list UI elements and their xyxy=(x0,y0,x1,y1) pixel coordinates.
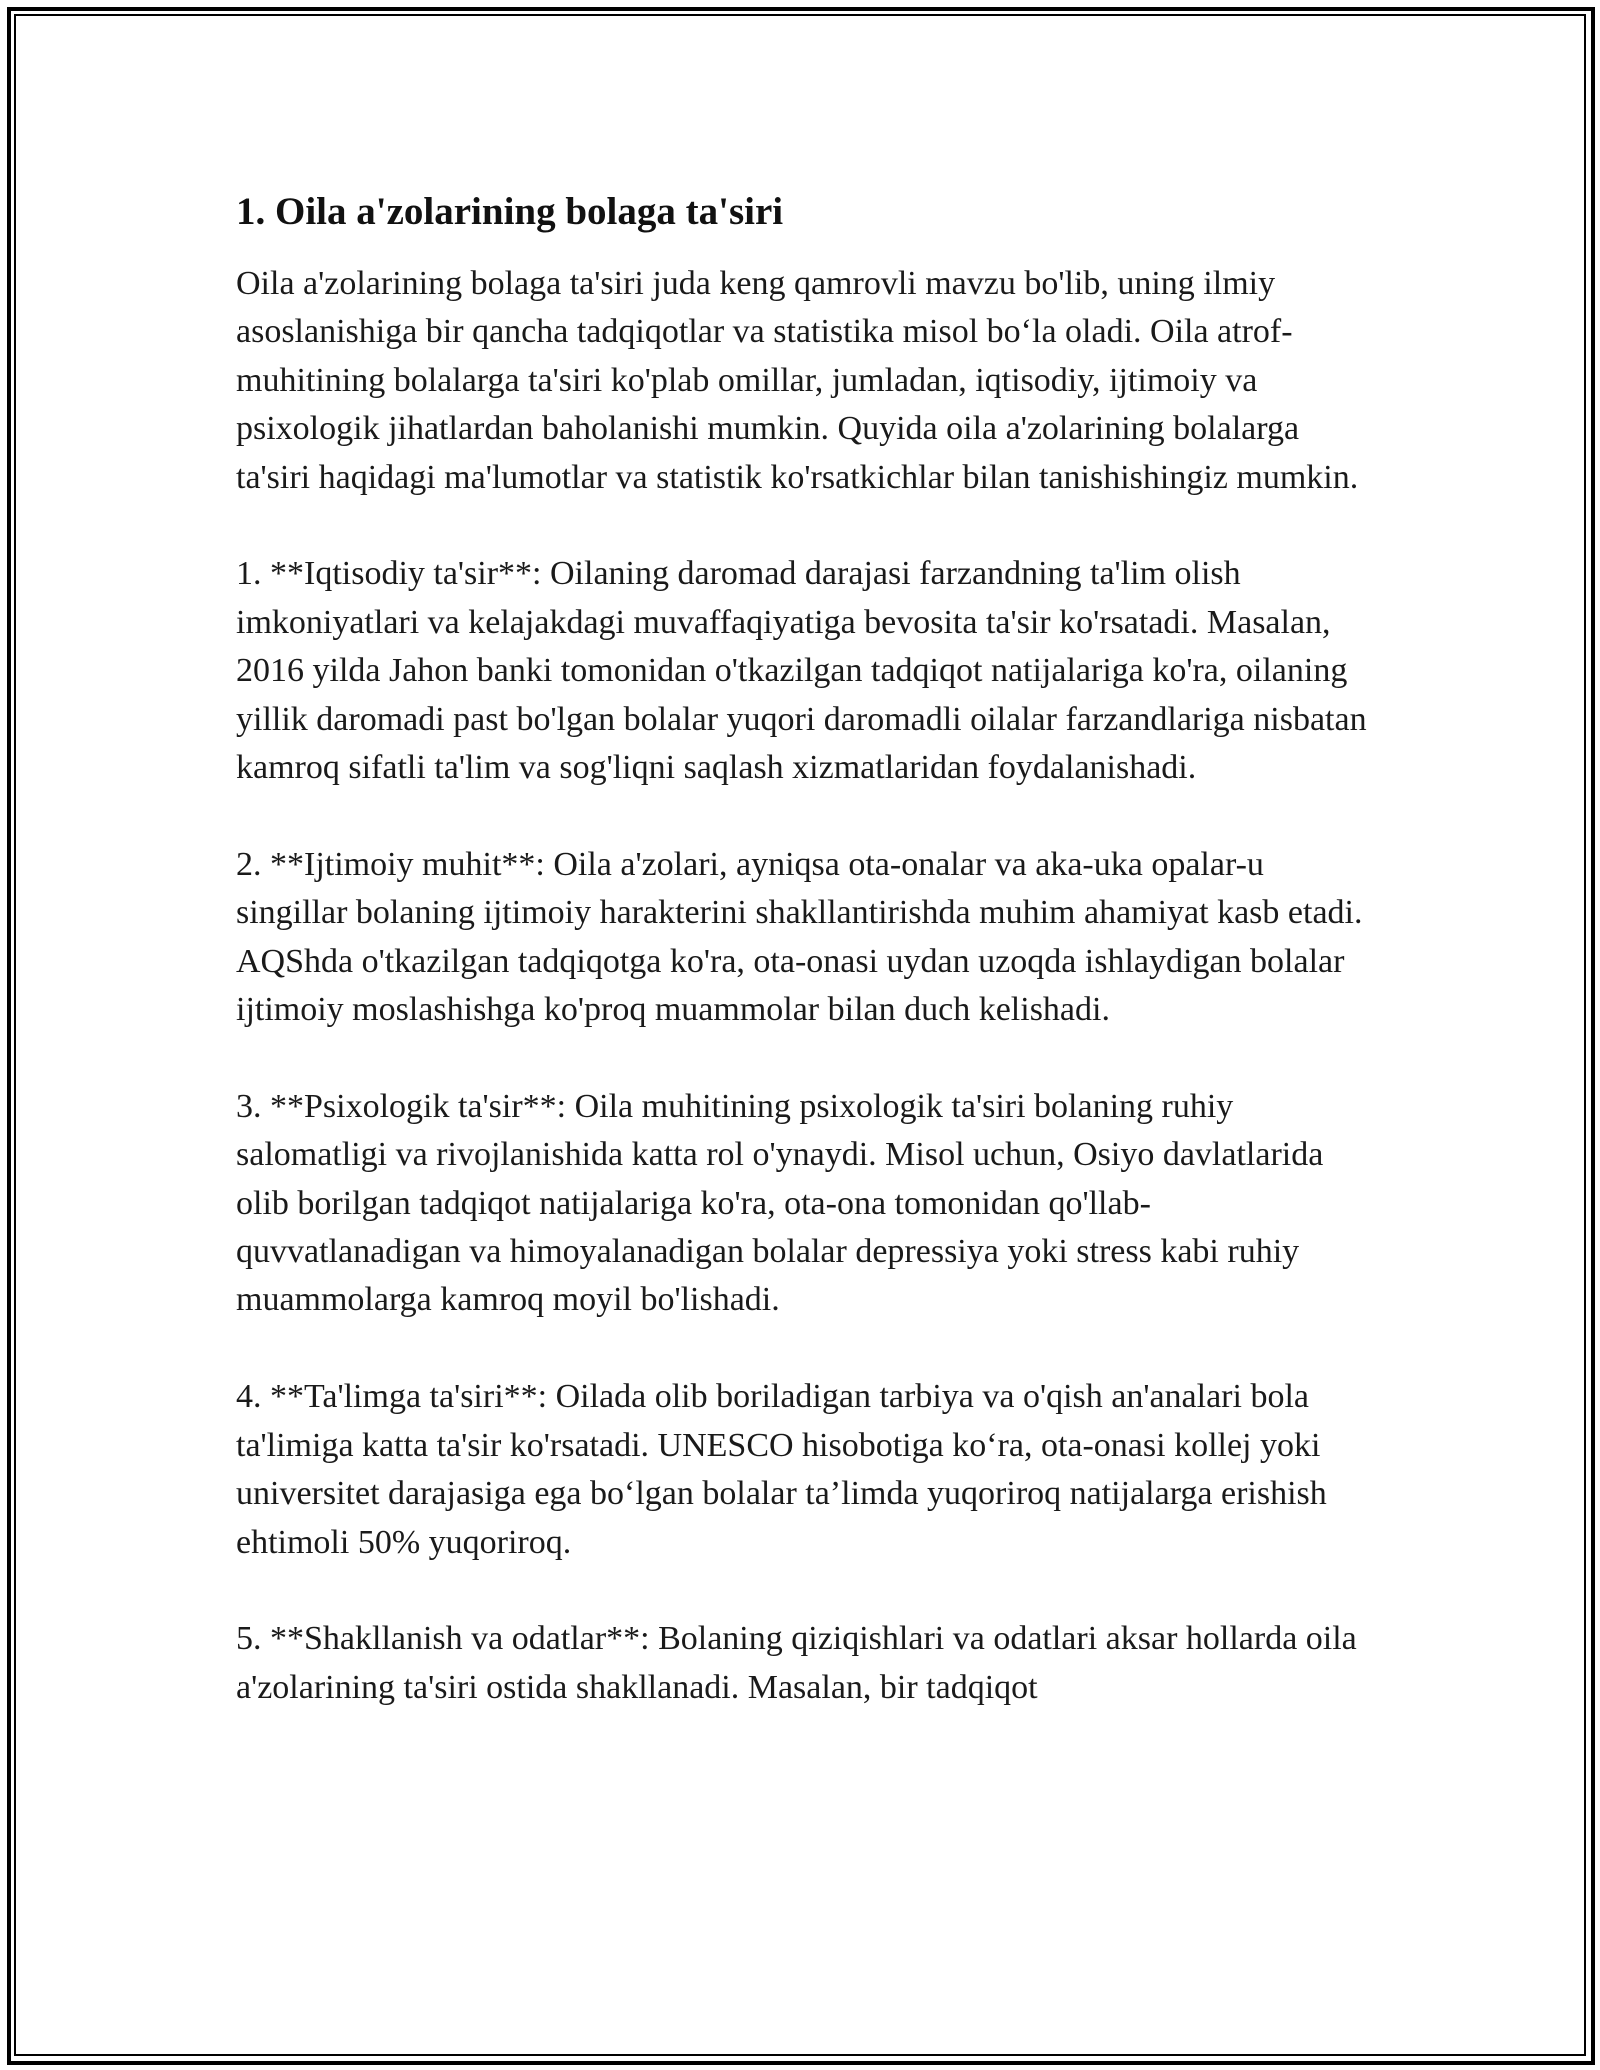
paragraph-economic-impact: 1. **Iqtisodiy ta'sir**: Oilaning daromad darajasi farzandning ta'lim olish imkoniyatlari va kelajakdagi muvaffaqiyatiga bevosita ta'sir ko'rsatadi. Masalan, 2016 yilda Jahon banki tomonidan o'tkazilgan tadqiqot natijalariga ko'ra, oilaning yillik daromadi past bo'lgan bolalar yuqori daromadli oilalar farzandlariga nisbatan kamroq sifatli ta'lim va sog'liqni saqlash xizmatlaridan foydalanishadi. xyxy=(236,555,1367,787)
paragraph-habits-formation: 5. **Shakllanish va odatlar**: Bolaning qiziqishlari va odatlari aksar hollarda oila a'zolarining ta'siri ostida shakllanadi. Masalan, bir tadqiqot xyxy=(236,1620,1357,1706)
document-body xyxy=(236,188,1371,1761)
paragraph-psychological-impact: 3. **Psixologik ta'sir**: Oila muhitining psixologik ta'siri bolaning ruhiy salomatligi va rivojlanishida katta rol o'ynaydi. Misol uchun, Osiyo davlatlarida olib borilgan tadqiqot natijalariga ko'ra, ota-ona tomonidan qo'llab-quvvatlanadigan va himoyalanadigan bolalar depressiya yoki stress kabi ruhiy muammolarga kamroq moyil bo'lishadi. xyxy=(236,1087,1324,1319)
document-title: 1. Oila a'zolarining bolaga ta'siri xyxy=(236,190,784,233)
intro-paragraph: Oila a'zolarining bolaga ta'siri juda keng qamrovli mavzu bo'lib, uning ilmiy asoslanishiga bir qancha tadqiqotlar va statistika misol bo‘la oladi. Oila atrof-muhitining bolalarga ta'siri ko'plab omillar, jumladan, iqtisodiy, ijtimoiy va psixologik jihatlardan baholanishi mumkin. Quyida oila a'zolarining bolalarga ta'siri haqidagi ma'lumotlar va statistik ko'rsatkichlar bilan tanishishingiz mumkin. xyxy=(236,265,1359,496)
paragraph-education-impact: 4. **Ta'limga ta'siri**: Oilada olib boriladigan tarbiya va o'qish an'analari bola ta'limiga katta ta'sir ko'rsatadi. UNESCO hisobotiga ko‘ra, ota-onasi kollej yoki universitet darajasiga ega bo‘lgan bolalar ta’limda yuqoriroq natijalarga erishish ehtimoli 50% yuqoriroq. xyxy=(236,1378,1327,1561)
paragraph-social-environment: 2. **Ijtimoiy muhit**: Oila a'zolari, ayniqsa ota-onalar va aka-uka opalar-u singillar bolaning ijtimoiy harakterini shakllantirishda muhim ahamiyat kasb etadi. AQShda o'tkazilgan tadqiqotga ko'ra, ota-onasi uydan uzoqda ishlaydigan bolalar ijtimoiy moslashishga ko'proq muammolar bilan duch kelishadi. xyxy=(236,845,1363,1029)
